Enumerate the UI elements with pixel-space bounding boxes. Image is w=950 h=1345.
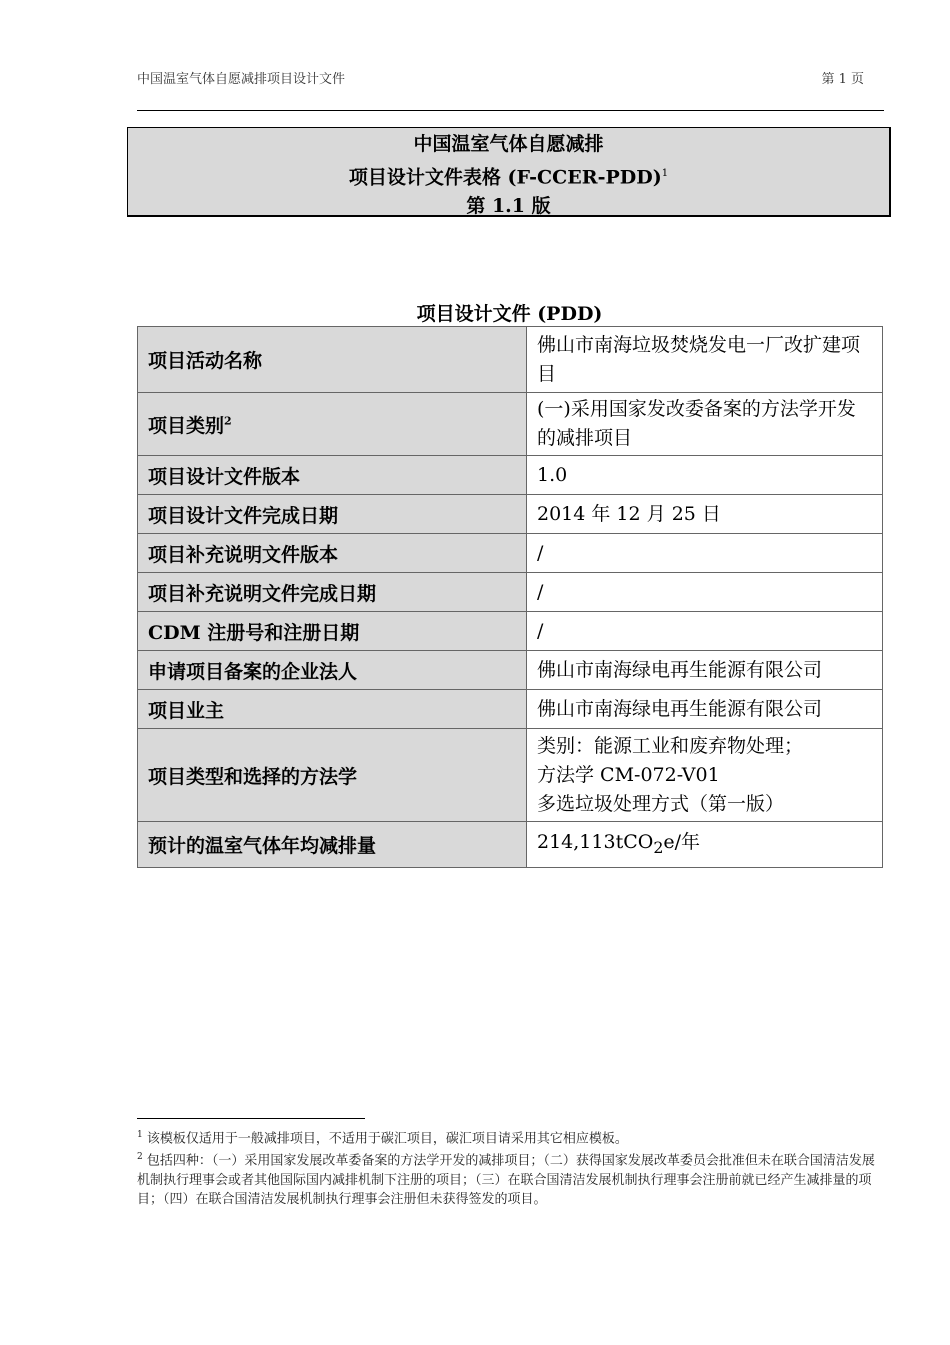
table-row bbox=[138, 822, 883, 868]
pdd-title: 项目设计文件 (PDD) bbox=[416, 303, 603, 325]
table-row bbox=[138, 534, 883, 573]
row-label: 项目业主 bbox=[138, 690, 527, 729]
row-label: 项目补充说明文件完成日期 bbox=[138, 573, 527, 612]
row-value: 佛山市南海绿电再生能源有限公司 bbox=[527, 651, 883, 690]
footnote-2-text: 包括四种：（一）采用国家发展改革委备案的方法学开发的减排项目；（二）获得国家发展改革委员会批准但未在联合国清洁发展机制执行理事会或者其他国际国内减排机制下注册的项目；（三）在联合国清洁发展机制执行理事会注册前就已经产生减排量的项目；（四）在联合国清洁发展机制执行理事会注册但未获得签发的项目。 bbox=[137, 1153, 875, 1207]
table-row bbox=[138, 393, 883, 456]
row-value bbox=[527, 729, 883, 822]
table-row bbox=[138, 495, 883, 534]
footnote-divider bbox=[137, 1118, 365, 1119]
table-row bbox=[138, 573, 883, 612]
row-label: 项目设计文件完成日期 bbox=[138, 495, 527, 534]
header-document-name: 中国温室气体自愿减排项目设计文件 bbox=[137, 72, 346, 87]
footnote-1 bbox=[137, 1126, 882, 1148]
row-value bbox=[527, 822, 883, 868]
row-label: 项目类型和选择的方法学 bbox=[138, 729, 527, 822]
table-row bbox=[138, 729, 883, 822]
footnote-2 bbox=[137, 1148, 882, 1208]
row-label: 项目补充说明文件版本 bbox=[138, 534, 527, 573]
table-row bbox=[138, 651, 883, 690]
row-value: 2014 年 12 月 25 日 bbox=[527, 495, 883, 534]
table-row bbox=[138, 690, 883, 729]
row-label bbox=[138, 393, 527, 456]
emission-unit: e/年 bbox=[663, 830, 701, 853]
header-page-number: 第 1 页 bbox=[821, 72, 864, 87]
row-value: / bbox=[527, 534, 883, 573]
footnote-1-text: 该模板仅适用于一般减排项目，不适用于碳汇项目，碳汇项目请采用其它相应模板。 bbox=[142, 1131, 628, 1147]
footnotes bbox=[137, 1126, 882, 1209]
form-title-line2 bbox=[128, 159, 889, 192]
table-row bbox=[138, 612, 883, 651]
row-value: 佛山市南海绿电再生能源有限公司 bbox=[527, 690, 883, 729]
form-title-line1: 中国温室气体自愿减排 bbox=[413, 133, 604, 155]
table-row bbox=[138, 456, 883, 495]
footnote-1-mark: 1 bbox=[137, 1130, 143, 1140]
emission-value: 214,113tCO bbox=[537, 830, 654, 853]
row-label: 项目活动名称 bbox=[138, 327, 527, 393]
row-value-line: 类别：能源工业和废弃物处理； bbox=[537, 734, 804, 757]
row-value: 1.0 bbox=[527, 456, 883, 495]
row-value-line: 多选垃圾处理方式（第一版） bbox=[537, 792, 785, 815]
row-value-line: 方法学 CM-072-V01 bbox=[537, 763, 720, 786]
row-value: (一)采用国家发改委备案的方法学开发的减排项目 bbox=[527, 393, 883, 456]
row-label: 项目设计文件版本 bbox=[138, 456, 527, 495]
row-label: CDM 注册号和注册日期 bbox=[138, 612, 527, 651]
form-title-line2-text: 项目设计文件表格 (F-CCER-PDD) bbox=[348, 166, 662, 189]
row-value: / bbox=[527, 573, 883, 612]
footnote-2-mark: 2 bbox=[137, 1152, 143, 1163]
form-title-box bbox=[127, 127, 891, 217]
row-label: 预计的温室气体年均减排量 bbox=[138, 822, 527, 868]
row-label-text: 项目类别 bbox=[148, 414, 225, 437]
table-row bbox=[138, 327, 883, 393]
row-value: 佛山市南海垃圾焚烧发电一厂改扩建项目 bbox=[527, 327, 883, 393]
row-label: 申请项目备案的企业法人 bbox=[138, 651, 527, 690]
project-info-table bbox=[137, 326, 883, 868]
footnote-ref-1[interactable]: 1 bbox=[661, 168, 669, 179]
row-value: / bbox=[527, 612, 883, 651]
form-title-line3: 第 1.1 版 bbox=[466, 195, 551, 218]
page-header bbox=[137, 66, 884, 111]
emission-subscript: 2 bbox=[653, 837, 664, 857]
footnote-ref-2[interactable]: 2 bbox=[224, 414, 232, 428]
